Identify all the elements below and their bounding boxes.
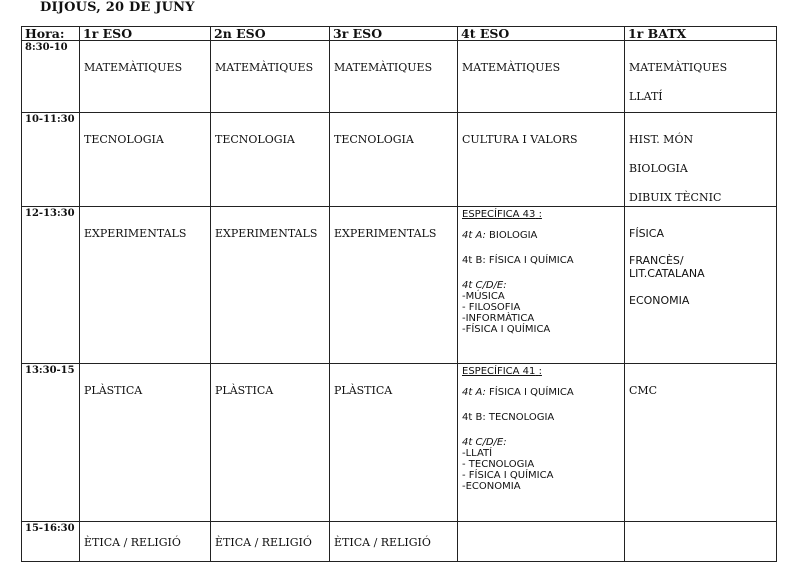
cell-1r-eso: TECNOLOGIA bbox=[80, 113, 211, 207]
table-row bbox=[22, 41, 777, 113]
cell-3r-eso: PLÀSTICA bbox=[330, 364, 458, 522]
table-row bbox=[22, 207, 777, 364]
cell-1r-batx: HIST. MÓN BIOLOGIA DIBUIX TÈCNIC bbox=[625, 113, 777, 207]
header-1r-eso: 1r ESO bbox=[80, 27, 211, 41]
specific-heading: ESPECÍFICA 43 : bbox=[462, 209, 542, 220]
table-row bbox=[22, 522, 777, 562]
cell-1r-batx bbox=[625, 522, 777, 562]
cell-4t-eso: ESPECÍFICA 43 : 4t A: BIOLOGIA 4t B: FÍSICA I QUÍMICA 4t C/D/E: -MÚSICA - FILOSOFIA -INFORMÀTICA -FÍSICA I QUÍMICA bbox=[458, 207, 625, 364]
cell-1r-eso: EXPERIMENTALS bbox=[80, 207, 211, 364]
cell-3r-eso: TECNOLOGIA bbox=[330, 113, 458, 207]
subject-list: -MÚSICA - FILOSOFIA -INFORMÀTICA -FÍSICA I QUÍMICA bbox=[462, 291, 551, 335]
cell-4t-eso bbox=[458, 522, 625, 562]
cell-2n-eso: ÈTICA / RELIGIÓ bbox=[211, 522, 330, 562]
cell-2n-eso: TECNOLOGIA bbox=[211, 113, 330, 207]
cell-3r-eso: MATEMÀTIQUES bbox=[330, 41, 458, 113]
cell-1r-batx: MATEMÀTIQUES LLATÍ bbox=[625, 41, 777, 113]
cell-2n-eso: MATEMÀTIQUES bbox=[211, 41, 330, 113]
cell-2n-eso: PLÀSTICA bbox=[211, 364, 330, 522]
cell-3r-eso: EXPERIMENTALS bbox=[330, 207, 458, 364]
cell-1r-batx: CMC bbox=[625, 364, 777, 522]
hour-cell: 12-13:30 bbox=[22, 207, 80, 364]
cell-1r-eso: ÈTICA / RELIGIÓ bbox=[80, 522, 211, 562]
table-row bbox=[22, 364, 777, 522]
cell-2n-eso: EXPERIMENTALS bbox=[211, 207, 330, 364]
hour-cell: 10-11:30 bbox=[22, 113, 80, 207]
subject-list: -LLATÍ - TECNOLOGIA - FÍSICA I QUÍMICA -ECONOMIA bbox=[462, 448, 554, 492]
cell-1r-batx: FÍSICA FRANCÈS/ LIT.CATALANA ECONOMIA bbox=[625, 207, 777, 364]
exam-schedule-table bbox=[21, 26, 777, 562]
cell-3r-eso: ÈTICA / RELIGIÓ bbox=[330, 522, 458, 562]
header-2n-eso: 2n ESO bbox=[211, 27, 330, 41]
cell-1r-eso: PLÀSTICA bbox=[80, 364, 211, 522]
cell-4t-eso: CULTURA I VALORS bbox=[458, 113, 625, 207]
header-1r-batx: 1r BATX bbox=[625, 27, 777, 41]
hour-cell: 8:30-10 bbox=[22, 41, 80, 113]
specific-heading: ESPECÍFICA 41 : bbox=[462, 366, 542, 377]
hour-cell: 13:30-15 bbox=[22, 364, 80, 522]
header-row bbox=[22, 27, 777, 41]
cell-4t-eso: MATEMÀTIQUES bbox=[458, 41, 625, 113]
table-row bbox=[22, 113, 777, 207]
header-hora: Hora: bbox=[22, 27, 80, 41]
cell-4t-eso: ESPECÍFICA 41 : 4t A: FÍSICA I QUÍMICA 4t B: TECNOLOGIA 4t C/D/E: -LLATÍ - TECNOLOGIA - FÍSICA I QUÍMICA -ECONOMIA bbox=[458, 364, 625, 522]
page-title: DIJOUS, 20 DE JUNY bbox=[40, 0, 195, 15]
header-3r-eso: 3r ESO bbox=[330, 27, 458, 41]
header-4t-eso: 4t ESO bbox=[458, 27, 625, 41]
cell-1r-eso: MATEMÀTIQUES bbox=[80, 41, 211, 113]
hour-cell: 15-16:30 bbox=[22, 522, 80, 562]
